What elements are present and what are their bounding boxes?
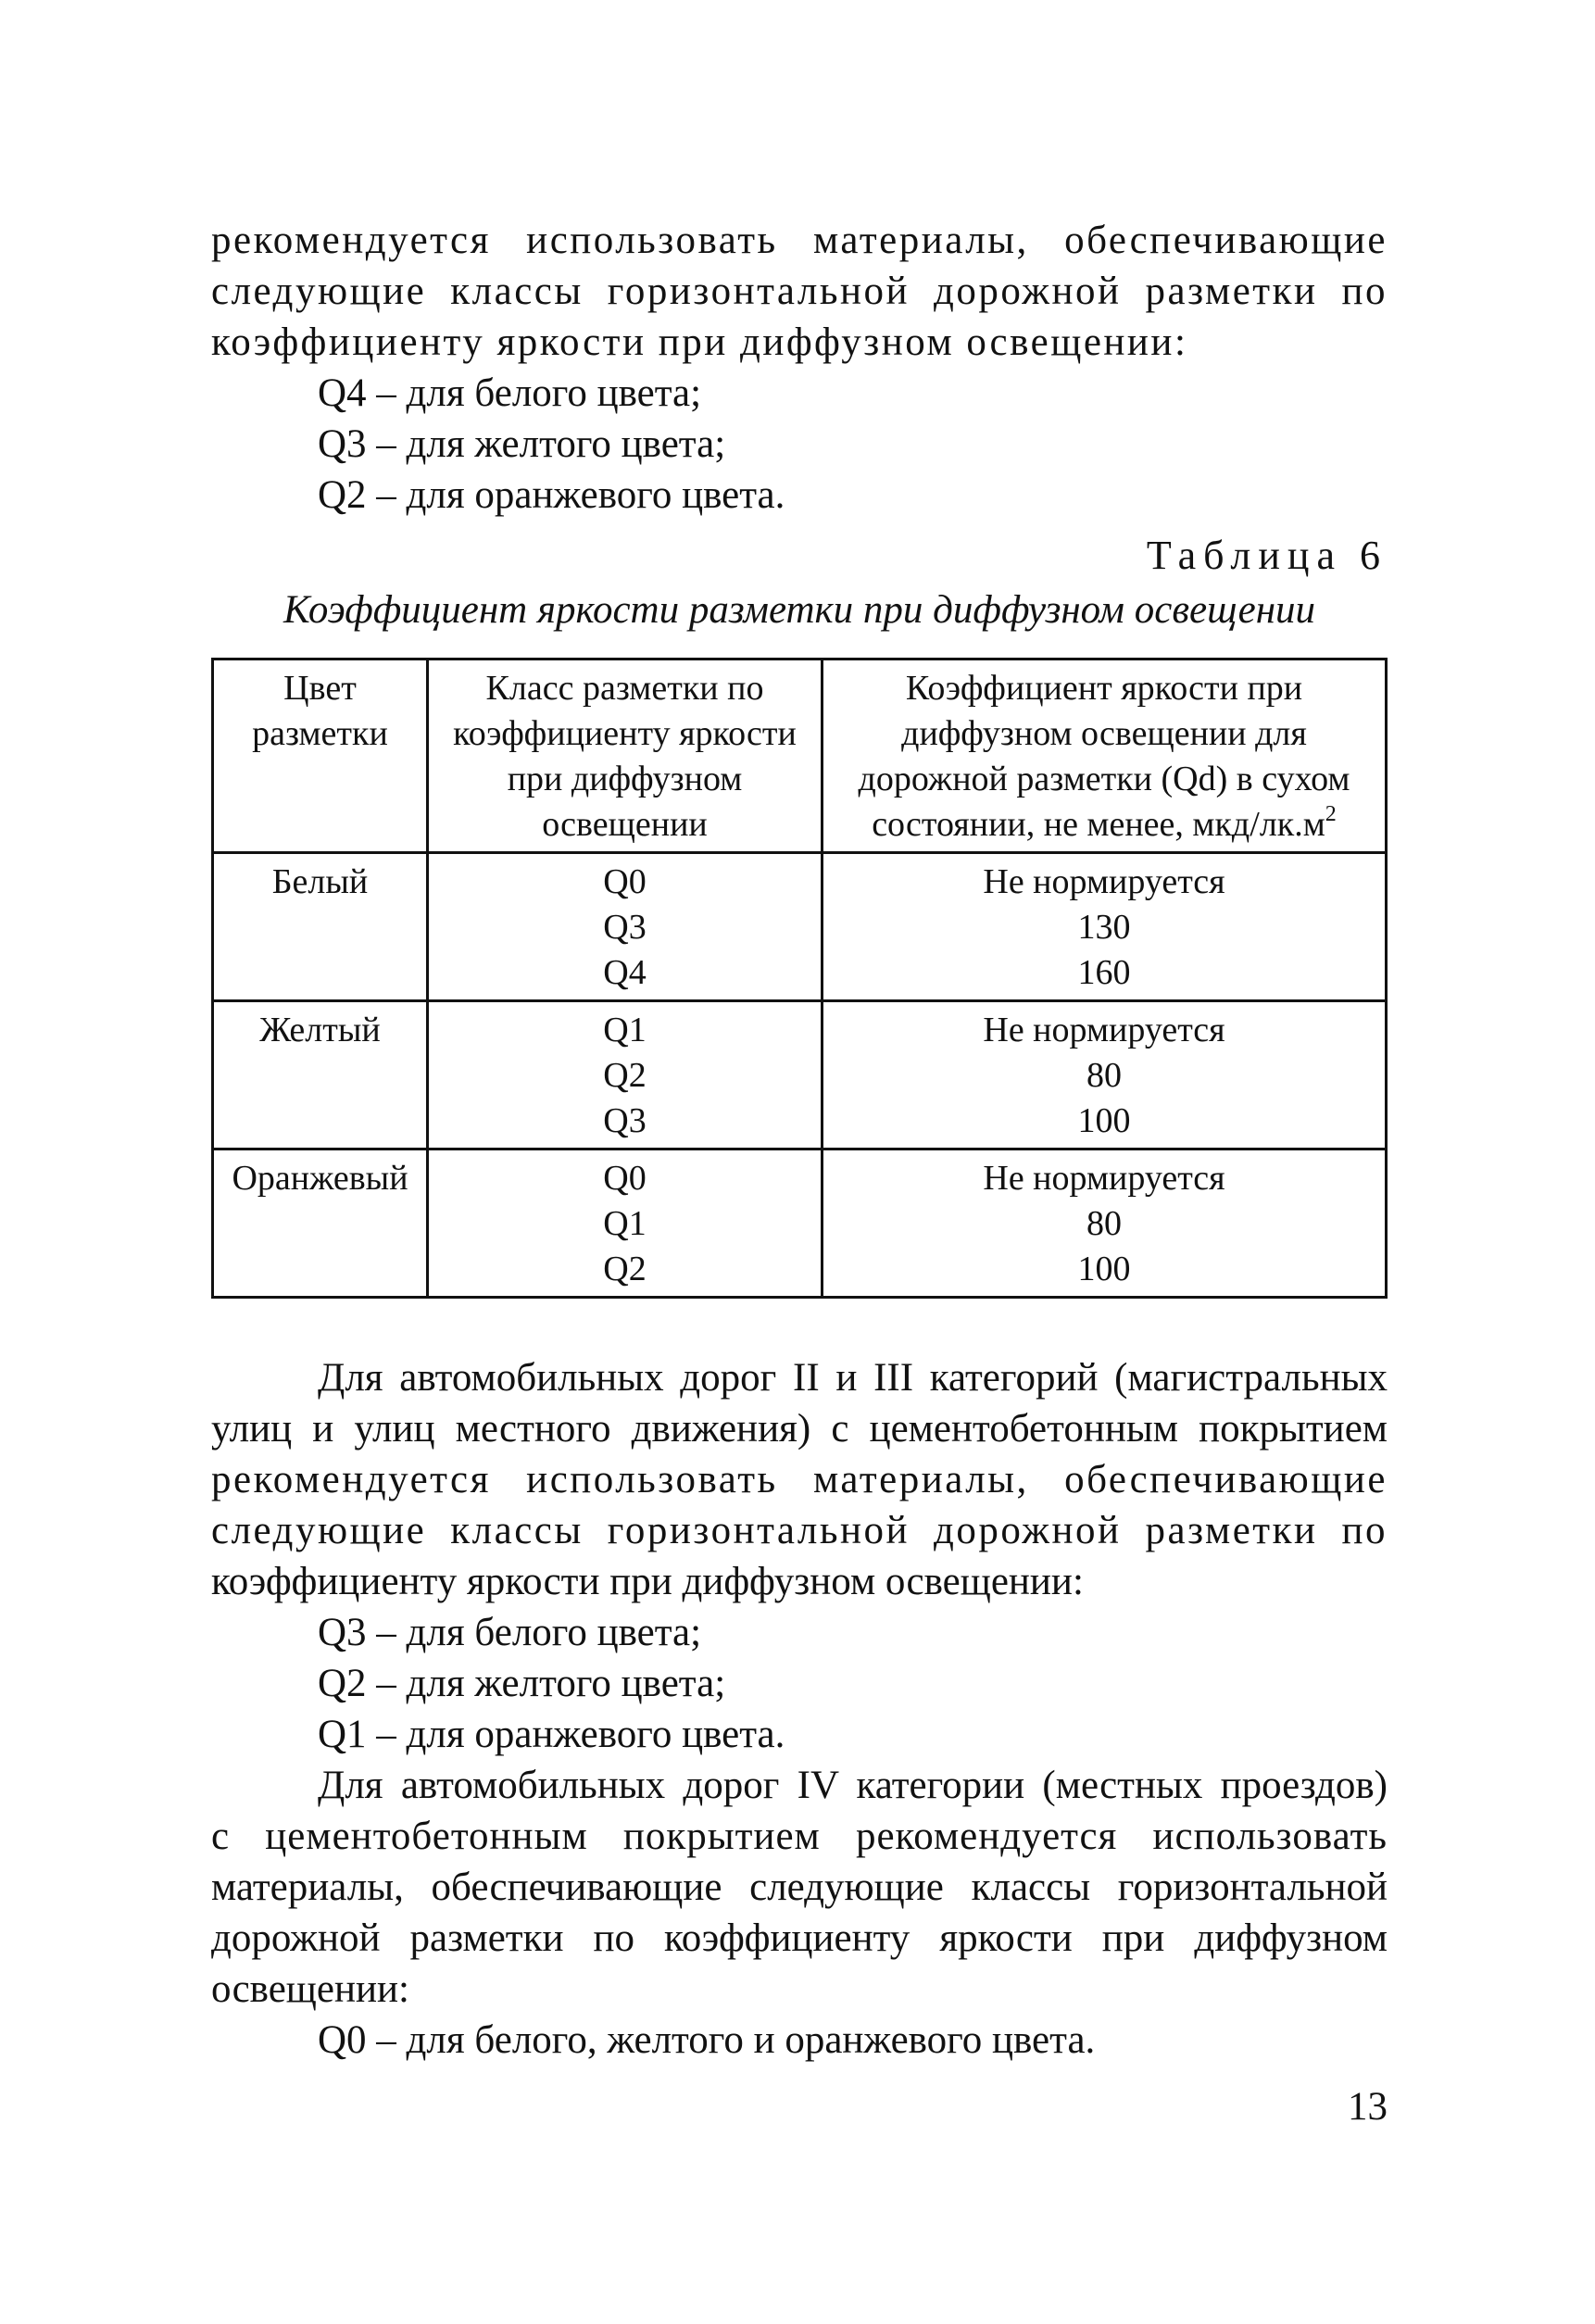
paragraph-line: материалы, обеспечивающие следующие классы горизонтальной xyxy=(211,1865,1388,1909)
paragraph-category-4 xyxy=(211,1760,1388,2015)
intro-line: рекомендуется использовать материалы, обеспечивающие xyxy=(211,219,1388,262)
class-value: Q3 xyxy=(603,1101,647,1140)
brightness-table xyxy=(211,658,1388,1299)
cell-classes xyxy=(428,1149,823,1298)
header-color xyxy=(213,660,428,853)
paragraph-line: рекомендуется использовать материалы, обеспечивающие xyxy=(211,1458,1388,1501)
coefficient-value: Не нормируется xyxy=(983,1011,1225,1049)
paragraph-line: коэффициенту яркости при диффузном освещении: xyxy=(211,1560,1084,1603)
header-line xyxy=(829,802,1379,848)
cell-classes xyxy=(428,1001,823,1149)
cell-color: Оранжевый xyxy=(213,1149,428,1298)
table-row xyxy=(213,1001,1387,1149)
list-item: Q0 – для белого, желтого и оранжевого цвета. xyxy=(318,2018,1096,2062)
intro-paragraph xyxy=(211,215,1388,368)
intro-line: следующие классы горизонтальной дорожной разметки по xyxy=(211,270,1388,313)
paragraph-line: улиц и улиц местного движения) с цементобетонным покрытием xyxy=(211,1407,1388,1451)
paragraph-line: с цементобетонным покрытием рекомендуется использовать xyxy=(211,1815,1388,1858)
paragraph-line: дорожной разметки по коэффициенту яркости при диффузном xyxy=(211,1916,1388,1960)
cell-color: Желтый xyxy=(213,1001,428,1149)
coefficient-value: 100 xyxy=(1077,1101,1131,1140)
class-value: Q2 xyxy=(603,1250,647,1288)
cell-values xyxy=(823,853,1387,1001)
header-line: Коэффициент яркости при xyxy=(905,669,1303,708)
class-value: Q0 xyxy=(603,862,647,901)
header-line: дорожной разметки (Qd) в сухом xyxy=(858,760,1350,798)
coefficient-value: 80 xyxy=(1086,1204,1122,1243)
header-line: Класс разметки по xyxy=(485,669,764,708)
paragraph-line: Для автомобильных дорог IV категории (местных проездов) xyxy=(318,1764,1388,1807)
header-line: при диффузном xyxy=(507,760,743,798)
header-line: Цвет xyxy=(283,669,357,708)
list-item: Q3 – для белого цвета; xyxy=(318,1611,702,1654)
list-item: Q2 – для желтого цвета; xyxy=(318,1662,726,1705)
paragraph-line: Для автомобильных дорог II и III категорий (магистральных xyxy=(318,1356,1388,1400)
table-row xyxy=(213,1149,1387,1298)
header-line: разметки xyxy=(252,714,388,753)
unit-superscript: 2 xyxy=(1325,802,1337,826)
cell-values xyxy=(823,1149,1387,1298)
unit-text: состоянии, не менее, мкд/лк.м xyxy=(872,805,1325,844)
class-value: Q4 xyxy=(603,953,647,992)
table-row xyxy=(213,853,1387,1001)
list-item: Q2 – для оранжевого цвета. xyxy=(318,473,785,517)
coefficient-value: Не нормируется xyxy=(983,862,1225,901)
header-line: диффузном освещении для xyxy=(901,714,1307,753)
coefficient-value: 130 xyxy=(1077,908,1131,947)
page-number: 13 xyxy=(1348,2085,1388,2129)
paragraph-category-2-3 xyxy=(211,1352,1388,1607)
class-value: Q3 xyxy=(603,908,647,947)
list-item: Q1 – для оранжевого цвета. xyxy=(318,1713,785,1756)
coefficient-value: 100 xyxy=(1077,1250,1131,1288)
table-header-row xyxy=(213,660,1387,853)
table-caption: Коэффициент яркости разметки при диффузном освещении xyxy=(283,588,1316,632)
table-number-label: Таблица 6 xyxy=(1146,533,1388,578)
class-value: Q1 xyxy=(603,1011,647,1049)
list-item: Q3 – для желтого цвета; xyxy=(318,422,726,466)
paragraph-line: следующие классы горизонтальной дорожной разметки по xyxy=(211,1509,1388,1552)
paragraph-line: освещении: xyxy=(211,1967,409,2011)
class-value: Q0 xyxy=(603,1159,647,1198)
cell-color: Белый xyxy=(213,853,428,1001)
class-value: Q1 xyxy=(603,1204,647,1243)
list-item: Q4 – для белого цвета; xyxy=(318,371,702,415)
coefficient-value: Не нормируется xyxy=(983,1159,1225,1198)
header-line: коэффициенту яркости xyxy=(453,714,797,753)
header-line: освещении xyxy=(542,805,708,844)
header-coefficient xyxy=(823,660,1387,853)
header-class xyxy=(428,660,823,853)
coefficient-value: 160 xyxy=(1077,953,1131,992)
class-value: Q2 xyxy=(603,1056,647,1095)
document-page xyxy=(211,215,1388,2066)
intro-line: коэффициенту яркости при диффузном освещении: xyxy=(211,320,1188,364)
cell-classes xyxy=(428,853,823,1001)
cell-values xyxy=(823,1001,1387,1149)
coefficient-value: 80 xyxy=(1086,1056,1122,1095)
